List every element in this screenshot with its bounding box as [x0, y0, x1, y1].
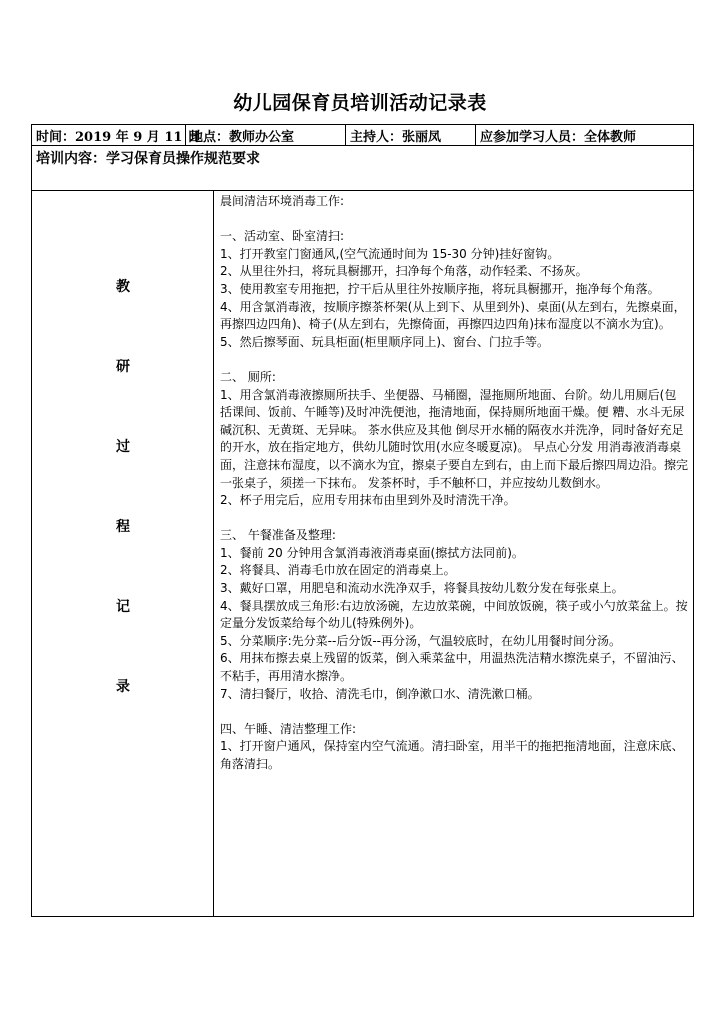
- side-char: 研: [116, 359, 130, 375]
- header-row: [32, 125, 694, 146]
- record-table: [31, 124, 694, 917]
- section-title: 四、午睡、清洁整理工作:: [220, 721, 357, 736]
- side-char: 录: [116, 679, 130, 695]
- paragraph: 3、戴好口罩，用肥皂和流动水洗净双手，将餐具按幼儿数分发在每张桌上。: [220, 581, 624, 596]
- paragraph: 2、杯子用完后，应用专用抹布由里到外及时清洗干净。: [220, 493, 516, 508]
- paragraph: 3、使用教室专用拖把，拧干后从里往外按顺序拖，将玩具橱挪开，拖净每个角落。: [220, 281, 660, 296]
- paragraph: 1、打开教室门窗通风,(空气流通时间为 15-30 分钟)挂好窗钩。: [220, 246, 560, 261]
- content-row: [32, 146, 694, 191]
- paragraph: 7、清扫餐厅，收拾、清洗毛巾，倒净漱口水、清洗漱口桶。: [220, 686, 540, 701]
- section-title: 二、 厕所:: [220, 369, 276, 384]
- side-char: 程: [116, 519, 130, 535]
- place-cell: 地点：教师办公室: [186, 125, 346, 146]
- side-char: 教: [116, 279, 130, 295]
- paragraph: 5、分菜顺序:先分菜--后分饭--再分汤，气温较底时，在幼儿用餐时间分汤。: [220, 633, 622, 648]
- record-body: [214, 191, 694, 917]
- paragraph: 4、用含氯消毒液，按顺序擦茶杯架(从上到下、从里到外)、桌面(从左到右，先擦桌面， 再擦四边四角)、椅子(从左到右，先擦倚面，再擦四边四角)抹布湿度以不滴水为宜)。: [220, 299, 686, 332]
- paragraph: 1、餐前 20 分钟用含氯消毒液消毒桌面(擦拭方法同前)。: [220, 545, 524, 560]
- paragraph: 1、打开窗户通风，保持室内空气流通。清扫卧室，用半干的拖把拖清地面，注意床底、 角落清扫。: [220, 739, 684, 771]
- paragraph: 5、然后擦琴面、玩具柜面(柜里顺序同上)、窗台、门拉手等。: [220, 334, 550, 349]
- paragraph: 6、用抹布擦去桌上残留的饭菜，倒入乘菜盆中，用温热洗洁精水擦洗桌子，不留油污、 不粘手，再用清水擦净。: [220, 651, 684, 684]
- paragraph: 2、将餐具、消毒毛巾放在固定的消毒桌上。: [220, 563, 456, 578]
- participants-cell: 应参加学习人员：全体教师: [476, 125, 694, 146]
- side-char: 记: [116, 599, 130, 615]
- training-content: 培训内容：学习保育员操作规范要求: [32, 146, 694, 191]
- side-label-cell: [32, 191, 214, 917]
- record-row: [32, 191, 694, 917]
- side-char: 过: [116, 439, 130, 455]
- host-cell: 主持人：张丽凤: [346, 125, 476, 146]
- section-title: 三、 午餐准备及整理:: [220, 528, 336, 543]
- time-cell: 时间：2019 年 9 月 11 日: [32, 125, 186, 146]
- section-title: 一、活动室、卧室清扫:: [220, 229, 345, 244]
- intro-text: 晨间清洁环境消毒工作:: [220, 194, 345, 208]
- page-title: 幼儿园保育员培训活动记录表: [233, 92, 487, 114]
- paragraph: 2、从里往外扫，将玩具橱挪开，扫净每个角落，动作轻柔、不扬灰。: [220, 264, 588, 279]
- paragraph: 4、餐具摆放成三角形:右边放汤碗，左边放菜碗，中间放饭碗，筷子或小勺放菜盆上。按 定量分发饭菜给每个幼儿(特殊例外)。: [220, 598, 688, 631]
- paragraph: 1、用含氯消毒液擦厕所扶手、坐便器、马桶圈，湿拖厕所地面、台阶。幼儿用厕后(包括课间、饭前、午睡等)及时冲洗便池，拖清地面，保持厕所地面干燥。便 糟、水斗无尿碱沉积、无黄斑、无异味。 茶水供应及其他 倒尽开水桶的隔夜水并洗净，同时备好充足的开水，放在指定地方，供幼儿随时饮用(水应冬暖夏凉)。 早点心分发 用消毒液消毒桌面，注意抹布湿度，以不滴水为宜，擦桌子要自左到右，由上而下最后擦四周边沿。擦完一张桌子，须搓一下抹布。 发茶杯时，手不触杯口，并应按幼儿数倒水。: [220, 387, 689, 490]
